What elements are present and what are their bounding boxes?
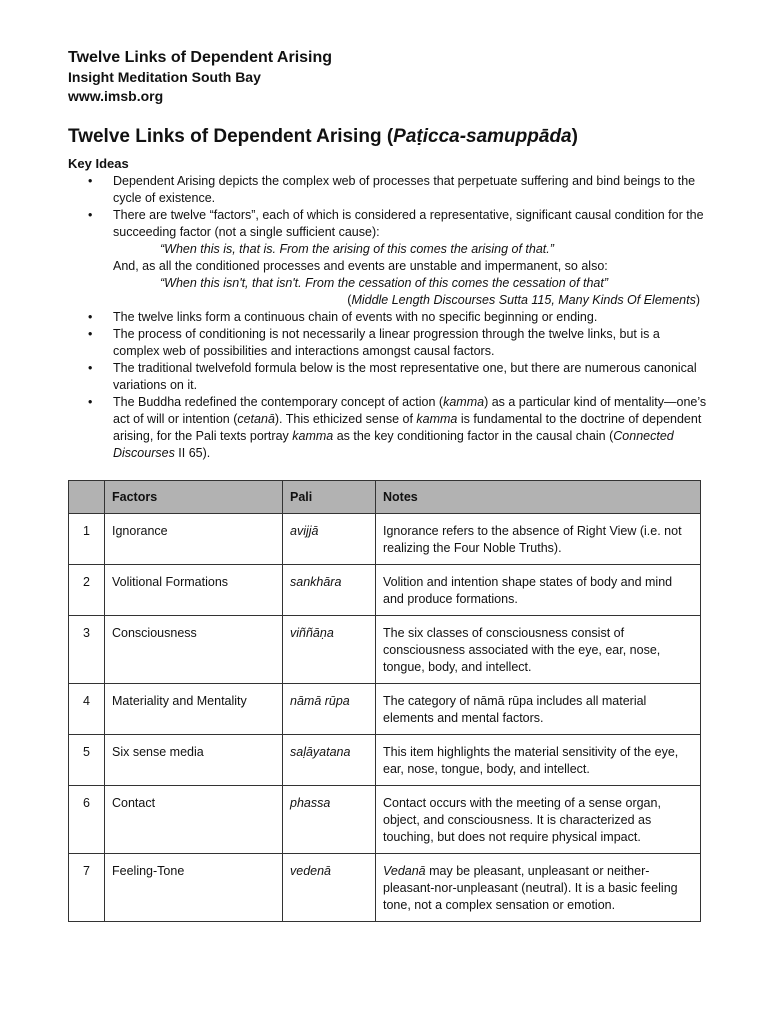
table-row <box>69 565 701 616</box>
notes-cell: This item highlights the material sensitivity of the eye, ear, nose, tongue, body, and intellect. <box>376 735 701 786</box>
text-run: II 65). <box>174 446 211 460</box>
pali-term: kamma <box>292 429 334 443</box>
document-title <box>68 126 578 148</box>
row-number: 7 <box>69 854 105 922</box>
bullet-continuation: And, as all the conditioned processes and events are unstable and impermanent, so also: <box>113 259 608 273</box>
bullet-icon: • <box>88 327 93 341</box>
bullet-text: The twelve links form a continuous chain of events with no specific beginning or ending. <box>113 310 598 324</box>
header-organization: Insight Meditation South Bay <box>68 69 261 85</box>
column-header-pali: Pali <box>283 481 376 514</box>
row-number: 2 <box>69 565 105 616</box>
text-run: ) as a particular kind of mentality—one’s act of will or intention ( <box>113 395 707 426</box>
table-row <box>69 514 701 565</box>
notes-cell: Contact occurs with the meeting of a sense organ, object, and consciousness. It is characterized as touching, but does not require physical impact. <box>376 786 701 854</box>
pali-term: kamma <box>443 395 485 409</box>
bullet-text: Dependent Arising depicts the complex web of processes that perpetuate suffering and bind beings to the cycle of existence. <box>113 174 696 205</box>
pali-term: cetanā <box>237 412 275 426</box>
pali-cell: sankhāra <box>283 565 376 616</box>
pali-term: kamma <box>416 412 458 426</box>
pali-cell: vedenā <box>283 854 376 922</box>
row-number: 1 <box>69 514 105 565</box>
notes-cell: Ignorance refers to the absence of Right View (i.e. not realizing the Four Noble Truths). <box>376 514 701 565</box>
text-run: as the key conditioning factor in the causal chain ( <box>333 429 614 443</box>
table-row <box>69 684 701 735</box>
citation <box>113 292 708 309</box>
row-number: 6 <box>69 786 105 854</box>
bullet-text: The process of conditioning is not necessarily a linear progression through the twelve links, but is a complex web of possibilities and interactions amongst causal factors. <box>113 327 660 358</box>
pali-cell: nāmā rūpa <box>283 684 376 735</box>
source-title: Connected Discourses <box>113 429 674 460</box>
quote-cessation: “When this isn't, that isn't. From the cessation of this comes the cessation of that” <box>160 276 609 290</box>
column-header-number <box>69 481 105 514</box>
list-item <box>68 394 708 462</box>
factor-cell: Feeling-Tone <box>105 854 283 922</box>
table-row <box>69 616 701 684</box>
list-item <box>68 309 708 326</box>
notes-text: may be pleasant, unpleasant or neither-pleasant-nor-unpleasant (neutral). It is a basic feeling tone, not a complex sensation or emotion. <box>383 864 678 912</box>
key-ideas-heading: Key Ideas <box>68 156 129 171</box>
pali-cell: saḷāyatana <box>283 735 376 786</box>
list-item <box>68 360 708 394</box>
bullet-icon: • <box>88 395 93 409</box>
title-close: ) <box>571 126 578 147</box>
twelve-links-table <box>68 480 701 922</box>
column-header-notes: Notes <box>376 481 701 514</box>
row-number: 5 <box>69 735 105 786</box>
header-url: www.imsb.org <box>68 88 164 104</box>
table-row <box>69 735 701 786</box>
header-title: Twelve Links of Dependent Arising <box>68 49 333 66</box>
list-item <box>68 173 708 207</box>
text-run: The Buddha redefined the contemporary concept of action ( <box>113 395 444 409</box>
bullet-text: There are twelve “factors”, each of which is considered a representative, significant causal condition for the succeeding factor (not a single sufficient cause): <box>113 208 704 239</box>
notes-cell: Volition and intention shape states of body and mind and produce formations. <box>376 565 701 616</box>
factor-cell: Six sense media <box>105 735 283 786</box>
column-header-factors: Factors <box>105 481 283 514</box>
quote-arising: “When this is, that is. From the arising of this comes the arising of that.” <box>160 242 554 256</box>
citation-source: Middle Length Discourses Sutta 115, Many Kinds Of Elements <box>351 293 696 307</box>
list-item <box>68 207 708 309</box>
notes-cell: The category of nāmā rūpa includes all material elements and mental factors. <box>376 684 701 735</box>
bullet-icon: • <box>88 361 93 375</box>
table-row <box>69 786 701 854</box>
text-run: ). This ethicized sense of <box>274 412 417 426</box>
pali-cell: viññāṇa <box>283 616 376 684</box>
list-item <box>68 326 708 360</box>
table-row <box>69 854 701 922</box>
notes-cell <box>376 854 701 922</box>
bullet-text: The traditional twelvefold formula below is the most representative one, but there are numerous canonical variations on it. <box>113 361 697 392</box>
key-ideas-list <box>68 173 708 462</box>
factor-cell: Contact <box>105 786 283 854</box>
table-header-row <box>69 481 701 514</box>
pali-term: Vedanā <box>383 864 426 878</box>
factor-cell: Volitional Formations <box>105 565 283 616</box>
citation-close: ) <box>695 293 700 307</box>
text-run: is fundamental to the doctrine of dependent arising, for the Pali texts portray <box>113 412 702 443</box>
pali-cell: phassa <box>283 786 376 854</box>
bullet-text <box>113 395 706 460</box>
row-number: 3 <box>69 616 105 684</box>
bullet-icon: • <box>88 310 93 324</box>
title-pali: Paṭicca-samuppāda <box>393 126 572 147</box>
bullet-icon: • <box>88 208 93 222</box>
notes-cell: The six classes of consciousness consist of consciousness associated with the eye, ear, nose, tongue, body, and intellect. <box>376 616 701 684</box>
bullet-icon: • <box>88 174 93 188</box>
pali-cell: avijjā <box>283 514 376 565</box>
row-number: 4 <box>69 684 105 735</box>
factor-cell: Materiality and Mentality <box>105 684 283 735</box>
citation-open: ( <box>347 293 352 307</box>
factor-cell: Consciousness <box>105 616 283 684</box>
factor-cell: Ignorance <box>105 514 283 565</box>
document-header <box>68 48 332 106</box>
title-main: Twelve Links of Dependent Arising ( <box>68 126 394 147</box>
